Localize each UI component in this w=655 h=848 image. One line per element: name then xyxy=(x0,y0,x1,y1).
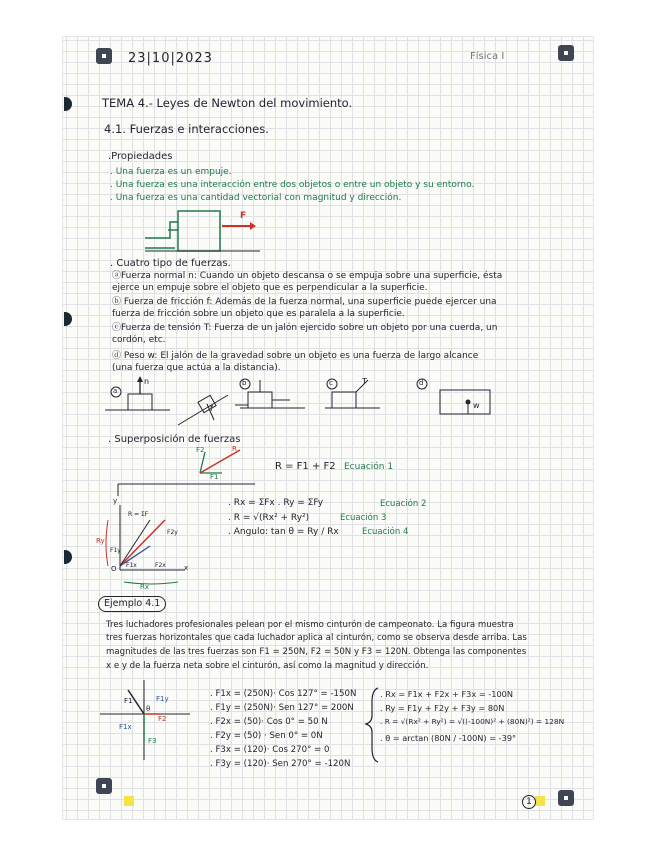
equation-1-tag: Ecuación 1 xyxy=(344,462,394,472)
axis-y-label: y xyxy=(113,497,118,505)
example-tag: Ejemplo 4.1 xyxy=(98,596,166,612)
example-text-2: tres fuerzas horizontales que cada luchador aplica al cinturón, como se observa desde arriba. Las xyxy=(106,633,527,643)
page-number: 1 xyxy=(522,795,536,809)
f1y-label: F1y xyxy=(110,547,121,554)
vector-n-label: n xyxy=(144,377,150,386)
superposition-heading: . Superposición de fuerzas xyxy=(108,434,241,445)
super-r-label: R xyxy=(232,445,237,453)
tension-force-line-1: ⓒFuerza de tensión T: Fuerza de un jalón ejercido sobre un objeto por una cuerda, un xyxy=(112,323,498,333)
example-text-4: x e y de la fuerza neta sobre el cinturón, así como la magnitud y dirección. xyxy=(106,661,429,671)
example-text-3: magnitudes de las tres fuerzas son F1 = 250N, F2 = 50N y F3 = 120N. Obtenga las componentes xyxy=(106,647,527,657)
friction-force-line-2: fuerza de fricción sobre un objeto que es paralela a la superficie. xyxy=(112,309,405,319)
date-field: 23|10|2023 xyxy=(128,51,213,66)
super-f2-label: F2 xyxy=(196,446,205,454)
rx-component-label: Rx xyxy=(140,583,150,591)
calc-f3y: . F3y = (120)· Sen 270° = -120N xyxy=(210,759,351,769)
subject-label: Física I xyxy=(470,51,505,62)
result-magnitude: . R = √(Rx² + Ry²) = √((-100N)² + (80N)²) = 128N xyxy=(380,717,565,726)
calc-f1y: . F1y = (250N)· Sen 127° = 200N xyxy=(210,703,354,713)
equation-4-tag: Ecuación 4 xyxy=(362,527,409,537)
normal-force-line-2: ejerce un empuje sobre el objeto que es perpendicular a la superficie. xyxy=(112,283,428,293)
vector-t-label: T xyxy=(362,377,367,386)
example-f1y-label: F1y xyxy=(156,695,169,703)
calc-f2y: . F2y = (50) · Sen 0° = 0N xyxy=(210,731,323,741)
weight-force-line-1: ⓓ Peso w: El jalón de la gravedad sobre un objeto es una fuerza de largo alcance xyxy=(112,351,479,361)
tension-force-line-2: cordón, etc. xyxy=(112,335,166,345)
axis-x-label: x xyxy=(184,564,189,572)
property-item-1: . Una fuerza es un empuje. xyxy=(110,167,232,177)
calc-f1x: . F1x = (250N)· Cos 127° = -150N xyxy=(210,689,357,699)
equation-1: R = F1 + F2 xyxy=(275,461,336,472)
property-item-3: . Una fuerza es una cantidad vectorial con magnitud y dirección. xyxy=(110,193,402,203)
f2x-label: F2x xyxy=(155,562,166,569)
result-angle: . θ = arctan (80N / -100N) = -39° xyxy=(380,733,517,743)
example-f1-label: F1 xyxy=(124,697,133,705)
property-item-2: . Una fuerza es una interacción entre dos objetos o entre un objeto y su entorno. xyxy=(110,180,475,190)
example-text-1: Tres luchadores profesionales pelean por el mismo cinturón de campeonato. La figura muestra xyxy=(106,620,514,630)
resultant-label: R = ΣF xyxy=(128,511,149,518)
resultant-magnitude-eq: . R = √(Rx² + Ry²) xyxy=(228,513,310,523)
ry-component-label: Ry xyxy=(96,537,105,545)
vector-w-label: w xyxy=(473,401,480,410)
f2y-label: F2y xyxy=(167,529,178,536)
super-f1-label: F1 xyxy=(210,473,219,481)
example-f1x-label: F1x xyxy=(119,723,132,731)
weight-force-line-2: (una fuerza que actúa a la distancia). xyxy=(112,363,281,373)
result-rx: . Rx = F1x + F2x + F3x = -100N xyxy=(380,689,513,699)
example-f2-label: F2 xyxy=(158,715,167,723)
normal-force-line-1: ⓐFuerza normal n: Cuando un objeto descansa o se empuja sobre una superficie, ésta xyxy=(112,271,503,281)
topic-title: TEMA 4.- Leyes de Newton del movimiento. xyxy=(102,96,353,110)
push-force-label: F xyxy=(240,211,247,221)
vector-f-label: f xyxy=(210,404,213,413)
friction-force-line-1: ⓑ Fuerza de fricción f: Además de la fuerza normal, una superficie puede ejercer una xyxy=(112,297,497,307)
section-title: 4.1. Fuerzas e interacciones. xyxy=(104,122,269,136)
equation-3-tag: Ecuación 3 xyxy=(340,513,387,523)
example-f3-label: F3 xyxy=(148,737,157,745)
diagram-label-c: c xyxy=(329,379,333,387)
types-heading: . Cuatro tipo de fuerzas. xyxy=(110,258,231,269)
diagram-label-d: d xyxy=(419,379,424,387)
axis-origin-label: O xyxy=(111,565,117,573)
calc-f2x: . F2x = (50)· Cos 0° = 50 N xyxy=(210,717,328,727)
f1x-label: F1x xyxy=(126,562,137,569)
properties-heading: .Propiedades xyxy=(108,151,173,162)
angle-equation: . Angulo: tan θ = Ry / Rx xyxy=(228,527,339,537)
result-ry: . Ry = F1y + F2y + F3y = 80N xyxy=(380,703,505,713)
example-angle-label: θ xyxy=(146,705,151,713)
diagram-label-a: a xyxy=(113,387,118,395)
rx-ry-equations: . Rx = ΣFx . Ry = ΣFy xyxy=(228,498,324,508)
equation-2-tag: Ecuación 2 xyxy=(380,499,427,509)
diagram-label-b: b xyxy=(242,379,247,387)
calc-f3x: . F3x = (120)· Cos 270° = 0 xyxy=(210,745,330,755)
